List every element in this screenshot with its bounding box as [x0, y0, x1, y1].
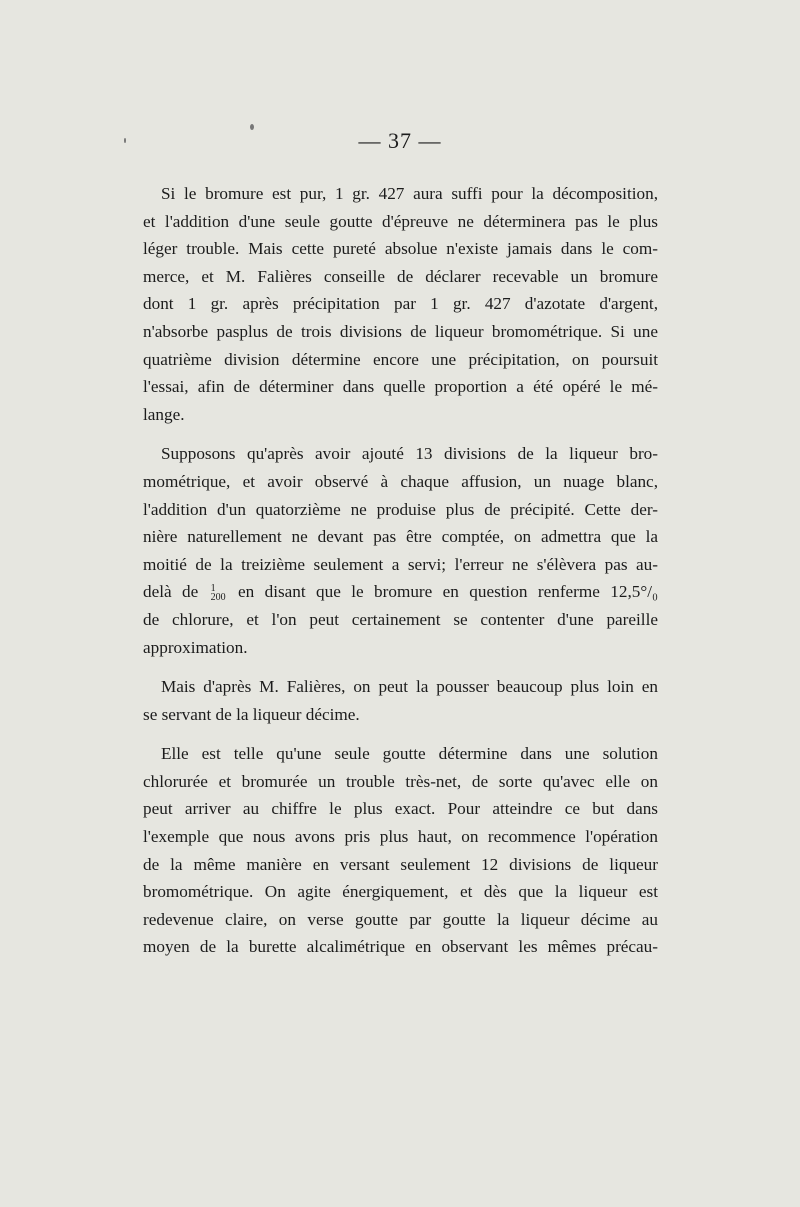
text-line: et l'addition d'une seule goutte d'épreuve ne déterminera pas le plus — [143, 211, 658, 231]
text-line: l'addition d'un quatorzième ne produise plus de précipité. Cette der- — [143, 499, 658, 519]
text-line: mométrique, et avoir observé à chaque affusion, un nuage blanc, — [143, 471, 658, 491]
fraction-numerator: 1 — [210, 583, 216, 595]
text-line: Si le bromure est pur, 1 gr. 427 aura suffi pour la décomposition, — [161, 184, 658, 203]
text-line: de chlorure, et l'on peut certainement se contenter d'une pareille — [143, 609, 658, 629]
text-line: chlorurée et bromurée un trouble très-net, de sorte qu'avec elle on — [143, 771, 658, 791]
text-line: l'essai, afin de déterminer dans quelle proportion a été opéré le mé- — [143, 377, 658, 397]
text-line: nière naturellement ne devant pas être comptée, on admettra que la — [143, 527, 658, 547]
text-line: Mais d'après M. Falières, on peut la pousser beaucoup plus loin en — [161, 677, 658, 697]
text-line: dont 1 gr. après précipitation par 1 gr. 427 d'azotate d'argent, — [143, 294, 658, 314]
text-line: moyen de la burette alcalimétrique en observant les mêmes précau- — [143, 937, 658, 957]
text-line: redevenue claire, on verse goutte par goutte la liqueur décime au — [143, 909, 658, 929]
paragraph — [143, 440, 658, 661]
text-line: n'absorbe pasplus de trois divisions de liqueur bromométrique. Si une — [143, 321, 658, 341]
body-text — [143, 180, 658, 961]
paragraph — [143, 180, 658, 428]
text-line: Elle est telle qu'une seule goutte détermine dans une solution — [161, 744, 658, 764]
text-line: bromométrique. On agite énergiquement, et dès que la liqueur est — [143, 882, 658, 902]
text-line: merce, et M. Falières conseille de déclarer recevable un bromure — [143, 266, 658, 286]
page-number: — 37 — — [358, 128, 442, 153]
paragraph — [143, 673, 658, 728]
text-line: de la même manière en versant seulement 12 divisions de liqueur — [143, 854, 658, 874]
text-line: approximation. — [143, 637, 248, 657]
text-line: lange. — [143, 404, 185, 424]
text-line-fraction — [143, 578, 658, 606]
fraction-before: delà de — [143, 582, 199, 602]
fraction-denominator: 200 — [210, 592, 226, 604]
text-line: se servant de la liqueur décime. — [143, 704, 360, 724]
fraction-after: en disant que le bromure en question renferme 12,5°/₀ — [238, 582, 658, 602]
text-line: léger trouble. Mais cette pureté absolue n'existe jamais dans le com- — [143, 239, 658, 259]
text-line: moitié de la treizième seulement a servi; l'erreur ne s'élèvera pas au- — [143, 554, 658, 574]
paragraph — [143, 740, 658, 961]
text-line: quatrième division détermine encore une précipitation, on poursuit — [143, 349, 658, 369]
fraction — [211, 584, 226, 602]
text-line: peut arriver au chiffre le plus exact. Pour atteindre ce but dans — [143, 799, 658, 819]
text-line: l'exemple que nous avons pris plus haut, on recommence l'opération — [143, 827, 658, 847]
text-line: Supposons qu'après avoir ajouté 13 divisions de la liqueur bro- — [161, 444, 658, 464]
